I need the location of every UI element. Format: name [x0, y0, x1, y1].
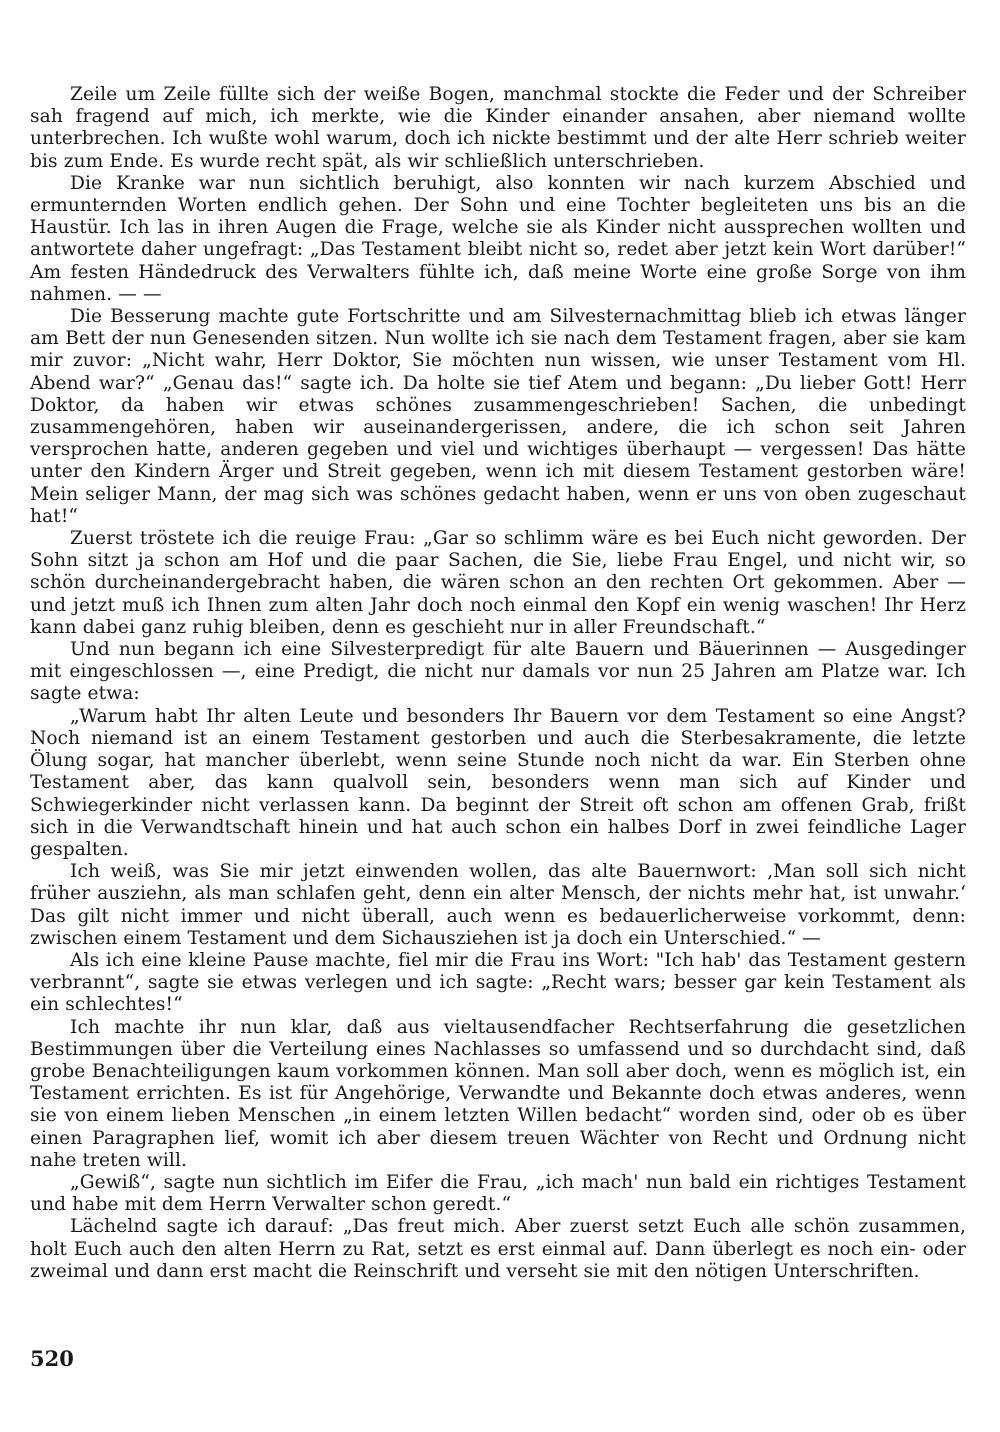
paragraph-2: Die Kranke war nun sichtlich beruhigt, also konnten wir nach kurzem Abschied und ermunternden Worten endlich gehen. Der Sohn und eine Tochter begleiteten uns bis an die Haustür. Ich las in ihren Augen die Frage, welche sie als Kinder nicht aussprechen wollten und antwortete daher ungefragt: „Das Testament bleibt nicht so, redet aber jetzt kein Wort darüber!“ Am festen Händedruck des Verwalters fühlte ich, daß meine Worte eine große Sorge von ihm nahmen. — — [30, 172, 966, 305]
paragraph-7: Ich weiß, was Sie mir jetzt einwenden wollen, das alte Bauernwort: ‚Man soll sich nicht früher ausziehn, als man schlafen geht, denn ein alter Mensch, der nichts mehr hat, ist unwahr.‘ Das gilt nicht immer und nicht überall, auch wenn es bedauerlicherweise vorkommt, denn: zwischen einem Testament und dem Sichausziehen ist ja doch ein Unterschied.“ — [30, 861, 966, 949]
paragraph-6: „Warum habt Ihr alten Leute und besonders Ihr Bauern vor dem Testament so eine Angst? Noch niemand ist an einem Testament gestorben und auch die Sterbesakramente, die letzte Ölung sogar, hat mancher überlebt, wenn seine Stunde noch nicht da war. Ein Sterben ohne Testament aber, das kann qualvoll sein, besonders wenn man sich auf Kinder und Schwiegerkinder nicht verlassen kann. Da beginnt der Streit oft schon am offenen Grab, frißt sich in die Verwandtschaft hinein und hat auch schon ein halbes Dorf in zwei feindliche Lager gespalten. [30, 705, 966, 860]
paragraph-3: Die Besserung machte gute Fortschritte und am Silvesternachmittag blieb ich etwas länger am Bett der nun Genesenden sitzen. Nun wollte ich sie nach dem Testament fragen, aber sie kam mir zuvor: „Nicht wahr, Herr Doktor, Sie möchten nun wissen, wie unser Testament vom Hl. Abend war?“ „Genau das!“ sagte ich. Da holte sie tief Atem und begann: „Du lieber Gott! Herr Doktor, da haben wir etwas schönes zusammengeschrieben! Sachen, die unbedingt zusammengehören, haben wir auseinandergerissen, andere, die ich schon seit Jahren versprochen hatte, anderen gegeben und viel und wichtiges überhaupt — vergessen! Das hätte unter den Kindern Ärger und Streit gegeben, wenn ich mit diesem Testament gestorben wäre! Mein seliger Mann, der mag sich was schönes gedacht haben, wenn er uns von oben zugeschaut hat!“ [30, 306, 966, 527]
paragraph-5: Und nun begann ich eine Silvesterpredigt für alte Bauern und Bäuerinnen — Ausgedinger mit eingeschlossen —, eine Predigt, die nicht nur damals vor nun 25 Jahren am Platze war. Ich sagte etwa: [30, 639, 966, 705]
paragraph-11: Lächelnd sagte ich darauf: „Das freut mich. Aber zuerst setzt Euch alle schön zusammen, holt Euch auch den alten Herrn zu Rat, setzt es erst einmal auf. Dann überlegt es noch ein- oder zweimal und dann erst macht die Reinschrift und verseht sie mit den nötigen Unterschriften. [30, 1216, 966, 1282]
paragraph-4: Zuerst tröstete ich die reuige Frau: „Gar so schlimm wäre es bei Euch nicht geworden. Der Sohn sitzt ja schon am Hof und die paar Sachen, die Sie, liebe Frau Engel, und nicht wir, so schön durcheinandergebracht haben, die wären schon an den rechten Ort gekommen. Aber — und jetzt muß ich Ihnen zum alten Jahr doch noch einmal den Kopf ein wenig waschen! Ihr Herz kann dabei ganz ruhig bleiben, denn es geschieht nur in aller Freundschaft.“ [30, 528, 966, 638]
paragraph-10: „Gewiß“, sagte nun sichtlich im Eifer die Frau, „ich mach' nun bald ein richtiges Testament und habe mit dem Herrn Verwalter schon geredt.“ [30, 1171, 966, 1216]
page-body [30, 84, 966, 1283]
page-number: 520 [30, 1346, 74, 1371]
paragraph-8: Als ich eine kleine Pause machte, fiel mir die Frau ins Wort: "Ich hab' das Testament gestern verbrannt“, sagte sie etwas verlegen und ich sagte: „Recht wars; besser gar kein Testament als ein schlechtes!“ [30, 949, 966, 1016]
paragraph-9: Ich machte ihr nun klar, daß aus vieltausendfacher Rechtserfahrung die gesetzlichen Bestimmungen über die Verteilung eines Nachlasses so umfassend und so durchdacht sind, daß grobe Benachteiligungen kaum vorkommen können. Man soll aber doch, wenn es möglich ist, ein Testament errichten. Es ist für Angehörige, Verwandte und Bekannte doch etwas anderes, wenn sie von einem lieben Menschen „in einem letzten Willen bedacht“ worden sind, oder ob es über einen Paragraphen lief, womit ich aber diesem treuen Wächter von Recht und Ordnung nicht nahe treten will. [30, 1016, 966, 1171]
paragraph-1: Zeile um Zeile füllte sich der weiße Bogen, manchmal stockte die Feder und der Schreiber sah fragend auf mich, ich merkte, wie die Kinder einander ansahen, aber niemand wollte unterbrechen. Ich wußte wohl warum, doch ich nickte bestimmt und der alte Herr schrieb weiter bis zum Ende. Es wurde recht spät, als wir schließlich unterschrieben. [30, 84, 966, 172]
